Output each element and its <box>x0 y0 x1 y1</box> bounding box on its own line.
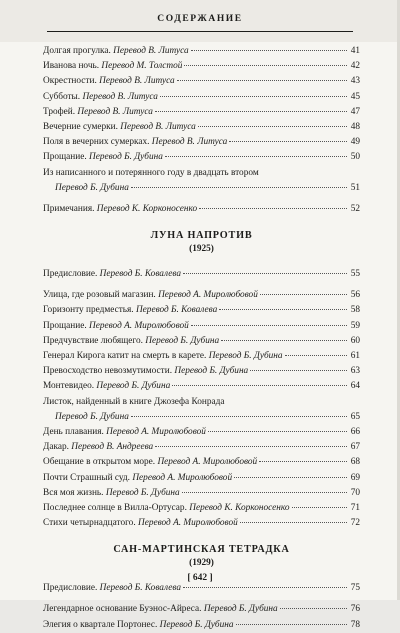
toc-entry-title: Трофей. <box>43 106 76 117</box>
dot-leader <box>191 50 347 51</box>
toc-entry <box>43 288 360 303</box>
toc-entry-title: Прощание. <box>43 152 87 163</box>
toc-entry-text <box>43 349 283 364</box>
dot-leader <box>259 461 347 462</box>
toc-entry <box>43 602 360 617</box>
toc-entry-text <box>43 74 175 89</box>
dot-leader <box>184 65 347 66</box>
toc-entry-translator: Перевод А. Миролюбовой <box>138 518 238 529</box>
toc-entry-translator: Перевод В. Андреева <box>71 442 154 453</box>
dot-leader <box>285 355 347 356</box>
toc-entry <box>43 135 360 150</box>
toc-entry <box>43 516 360 531</box>
toc-entry-title: Предисловие. <box>43 269 98 280</box>
toc-entry <box>43 150 360 165</box>
toc-entry-page: 70 <box>350 487 360 498</box>
toc-entry-text <box>43 602 278 617</box>
toc-entry-page: 66 <box>350 426 360 437</box>
toc-entry-page: 48 <box>350 121 360 132</box>
toc-entry-title: Генерал Кирога катит на смерть в карете. <box>43 351 207 361</box>
toc-entry-translator: Перевод А. Миролюбовой <box>157 457 258 468</box>
toc-entry <box>43 202 360 217</box>
toc-entry-page: 45 <box>350 91 360 102</box>
toc-entry-title: Иванова ночь. <box>43 61 100 72</box>
toc-entry-title: Предисловие. <box>43 583 98 594</box>
section-year: (1925) <box>189 244 214 255</box>
toc-entry-title: Субботы. <box>43 91 81 102</box>
dot-leader <box>183 587 347 588</box>
section-title: ЛУНА НАПРОТИВ <box>150 230 253 242</box>
toc-entry-page: 69 <box>350 472 360 483</box>
dot-leader <box>155 446 347 447</box>
toc-entry-title: Превосходство невозмутимости. <box>43 366 173 377</box>
toc-entry-text <box>43 516 238 531</box>
toc-entry-title: Обещание в открытом море. <box>43 457 156 468</box>
toc-entry-title: Листок, найденный в книге Джозефа Конрада <box>43 396 225 407</box>
toc-entry-title: Элегия о квартале Портонес. <box>43 619 158 630</box>
toc-entry-text <box>43 501 290 516</box>
toc-entry-text <box>43 202 197 217</box>
dot-leader <box>208 431 347 432</box>
toc-entry-text <box>43 288 258 303</box>
toc-entry-page: 63 <box>350 366 360 377</box>
toc-entry-translator: Перевод А. Миролюбовой <box>89 320 189 331</box>
toc-entry-page: 61 <box>350 351 360 361</box>
toc-entry <box>43 440 360 455</box>
toc-entry <box>43 486 360 501</box>
toc-entry-text <box>43 440 153 455</box>
toc-entry-title: Поля в вечерних сумерках. <box>43 137 150 148</box>
section-heading <box>43 543 360 569</box>
section-year: (1929) <box>189 558 214 569</box>
toc-entry-text <box>43 364 248 379</box>
section-preface <box>43 581 360 596</box>
toc-notes <box>43 202 360 217</box>
section-preface <box>43 267 360 282</box>
toc-entry <box>43 59 360 74</box>
dot-leader <box>160 96 347 97</box>
toc-entry-translator: Перевод Б. Дубина <box>159 619 234 630</box>
toc-entry <box>43 74 360 89</box>
toc-entry-page: 72 <box>350 518 360 529</box>
toc-entry-page: 55 <box>350 269 360 280</box>
toc-entry-translator: Перевод К. Корконосенко <box>96 203 198 214</box>
dot-leader <box>260 294 347 295</box>
toc-entry-text <box>43 425 206 440</box>
toc-entry-page: 60 <box>350 335 360 346</box>
dot-leader <box>177 80 347 81</box>
toc-entry-page: 65 <box>350 411 360 422</box>
toc-entry-title: Горизонту предместья. <box>43 305 134 316</box>
toc-entry-text <box>43 618 234 633</box>
toc-entry <box>43 105 360 120</box>
dot-leader <box>221 340 347 341</box>
toc-entry-multiline <box>43 166 360 196</box>
toc-entry-title: Стихи четырнадцатого. <box>43 518 136 529</box>
toc-entry-translator: Перевод Б. Ковалева <box>99 269 181 280</box>
toc-entry <box>43 425 360 440</box>
toc-entry-page: 68 <box>350 457 360 468</box>
toc-entry-page: 47 <box>350 106 360 117</box>
toc-entry-page: 49 <box>350 137 360 148</box>
page-title: СОДЕРЖАНИЕ <box>157 14 243 24</box>
toc-entry-text <box>43 455 257 470</box>
dot-leader <box>183 273 347 274</box>
toc-entry-translator: Перевод Б. Дубина <box>105 487 180 498</box>
dot-leader <box>131 187 347 188</box>
toc-entry-text <box>43 267 181 282</box>
toc-entry-text <box>43 181 129 196</box>
toc-entry-text <box>43 581 181 596</box>
toc-entry <box>43 120 360 135</box>
toc-entry-title: Легендарное основание Буэнос-Айреса. <box>43 604 202 615</box>
toc-entry-text <box>43 105 153 120</box>
dot-leader <box>229 141 347 142</box>
section-items <box>43 602 360 632</box>
toc-entry-text <box>43 90 158 105</box>
dot-leader <box>155 111 347 112</box>
toc-entry-title: Вечерние сумерки. <box>43 121 118 132</box>
toc-entry-title: Прощание. <box>43 320 87 331</box>
toc-entry-translator: Перевод Б. Дубина <box>145 335 220 346</box>
toc-entry-title: Примечания. <box>43 203 95 214</box>
section-heading <box>43 229 360 255</box>
toc-entry-page: 56 <box>350 290 360 301</box>
toc-entry-text <box>43 410 129 425</box>
dot-leader <box>292 507 347 508</box>
section-items <box>43 425 360 531</box>
toc-entry-page: 71 <box>350 502 360 513</box>
toc-group-1 <box>43 44 360 166</box>
toc-entry-translator: Перевод Б. Дубина <box>55 411 129 422</box>
toc-entry-page: 78 <box>350 619 360 630</box>
toc-entry-text <box>43 471 232 486</box>
toc-entry-title: Улица, где розовый магазин. <box>43 290 156 301</box>
toc-entry <box>43 267 360 282</box>
dot-leader <box>250 370 347 371</box>
toc-entry <box>43 581 360 596</box>
dot-leader <box>236 624 348 625</box>
toc-entry-title: Окрестности. <box>43 76 97 87</box>
toc-entry-translator: Перевод Б. Ковалева <box>99 583 181 594</box>
toc-entry-multiline <box>43 395 360 425</box>
page-number: [ 642 ] <box>187 573 213 583</box>
toc-entry <box>43 364 360 379</box>
toc-entry <box>43 334 360 349</box>
dot-leader <box>219 309 347 310</box>
toc-entry-page: 52 <box>350 203 360 214</box>
toc-entry-translator: Перевод В. Литуса <box>113 46 189 56</box>
toc-entry-translator: Перевод М. Толстой <box>101 61 183 72</box>
toc-entry-text <box>43 486 180 501</box>
toc-entry <box>43 618 360 633</box>
toc-entry-text <box>43 120 196 135</box>
toc-entry-text <box>43 379 170 394</box>
toc-entry-translator: Перевод В. Литуса <box>99 76 175 87</box>
toc-entry <box>43 471 360 486</box>
toc-entry-translator: Перевод А. Миролюбовой <box>158 290 258 301</box>
toc-entry-translator: Перевод Б. Дубина <box>55 182 129 193</box>
toc-entry-translator: Перевод К. Корконосенко <box>189 502 290 513</box>
toc-entry-title: Вся моя жизнь. <box>43 487 104 498</box>
toc-entry-title: Из написанного и потерянного году в двадцать втором <box>43 167 259 178</box>
toc-entry <box>43 501 360 516</box>
toc-entry-page: 59 <box>350 320 360 331</box>
toc-entry-text <box>43 334 219 349</box>
dot-leader <box>234 477 347 478</box>
section-title: САН-МАРТИНСКАЯ ТЕТРАДКА <box>113 544 290 556</box>
toc-entry-translator: Перевод Б. Дубина <box>96 381 171 392</box>
toc-entry-page: 64 <box>350 381 360 392</box>
spacer <box>43 217 360 229</box>
dot-leader <box>131 416 347 417</box>
toc-entry <box>43 303 360 318</box>
dot-leader <box>182 492 347 493</box>
table-of-contents <box>43 44 360 633</box>
toc-entry-translator: Перевод Б. Дубина <box>208 351 283 361</box>
dot-leader <box>165 156 347 157</box>
toc-entry-translator: Перевод А. Миролюбовой <box>132 472 233 483</box>
toc-entry <box>43 44 360 59</box>
spacer <box>43 255 360 267</box>
toc-entry-title: Последнее солнце в Вилла-Ортусар. <box>43 502 187 513</box>
toc-entry-translator: Перевод В. Литуса <box>151 137 228 148</box>
toc-entry <box>43 90 360 105</box>
toc-entry <box>43 319 360 334</box>
toc-entry-page: 58 <box>350 305 360 316</box>
toc-entry-title: Почти Страшный суд. <box>43 472 130 483</box>
toc-entry-translator: Перевод А. Миролюбовой <box>106 426 206 437</box>
toc-entry-title: Предчувствие любящего. <box>43 335 143 346</box>
toc-entry-continuation <box>43 410 360 425</box>
dot-leader <box>191 325 347 326</box>
toc-entry <box>43 349 360 364</box>
toc-entry-title: Монтевидео. <box>43 381 95 392</box>
section-items <box>43 288 360 394</box>
toc-entry-translator: Перевод Б. Дубина <box>89 152 163 163</box>
spacer <box>43 531 360 543</box>
header-rule <box>47 31 353 32</box>
toc-entry-page: 50 <box>350 152 360 163</box>
toc-entry <box>43 379 360 394</box>
toc-entry-title: День плавания. <box>43 426 104 437</box>
toc-entry-page: 43 <box>350 76 360 87</box>
toc-entry <box>43 455 360 470</box>
dot-leader <box>172 385 347 386</box>
dot-leader <box>240 522 347 523</box>
toc-entry-page: 75 <box>350 583 360 594</box>
toc-entry-title: Долгая прогулка. <box>43 46 111 56</box>
toc-entry-translator: Перевод В. Литуса <box>82 91 158 102</box>
toc-entry-text <box>43 135 227 150</box>
dot-leader <box>199 208 347 209</box>
toc-entry-page: 51 <box>350 182 360 193</box>
page-header <box>0 0 400 42</box>
toc-entry-translator: Перевод Б. Дубина <box>174 366 249 377</box>
toc-entry-translator: Перевод В. Литуса <box>77 106 153 117</box>
toc-entry-translator: Перевод В. Литуса <box>120 121 196 132</box>
toc-entry-text <box>43 150 163 165</box>
toc-entry-page: 76 <box>350 604 360 615</box>
toc-entry-title: Дакар. <box>43 442 69 453</box>
toc-entry-text <box>43 319 189 334</box>
toc-entry-translator: Перевод Б. Ковалева <box>135 305 218 316</box>
toc-entry-continuation <box>43 181 360 196</box>
toc-entry-translator: Перевод Б. Дубина <box>203 604 278 615</box>
toc-entry-page: 67 <box>350 442 360 453</box>
toc-entry-text <box>43 44 189 59</box>
toc-entry-text <box>43 303 217 318</box>
dot-leader <box>198 126 347 127</box>
toc-entry-page: 42 <box>350 61 360 72</box>
toc-entry-page: 41 <box>350 46 360 56</box>
dot-leader <box>280 608 347 609</box>
toc-entry-text <box>43 59 182 74</box>
